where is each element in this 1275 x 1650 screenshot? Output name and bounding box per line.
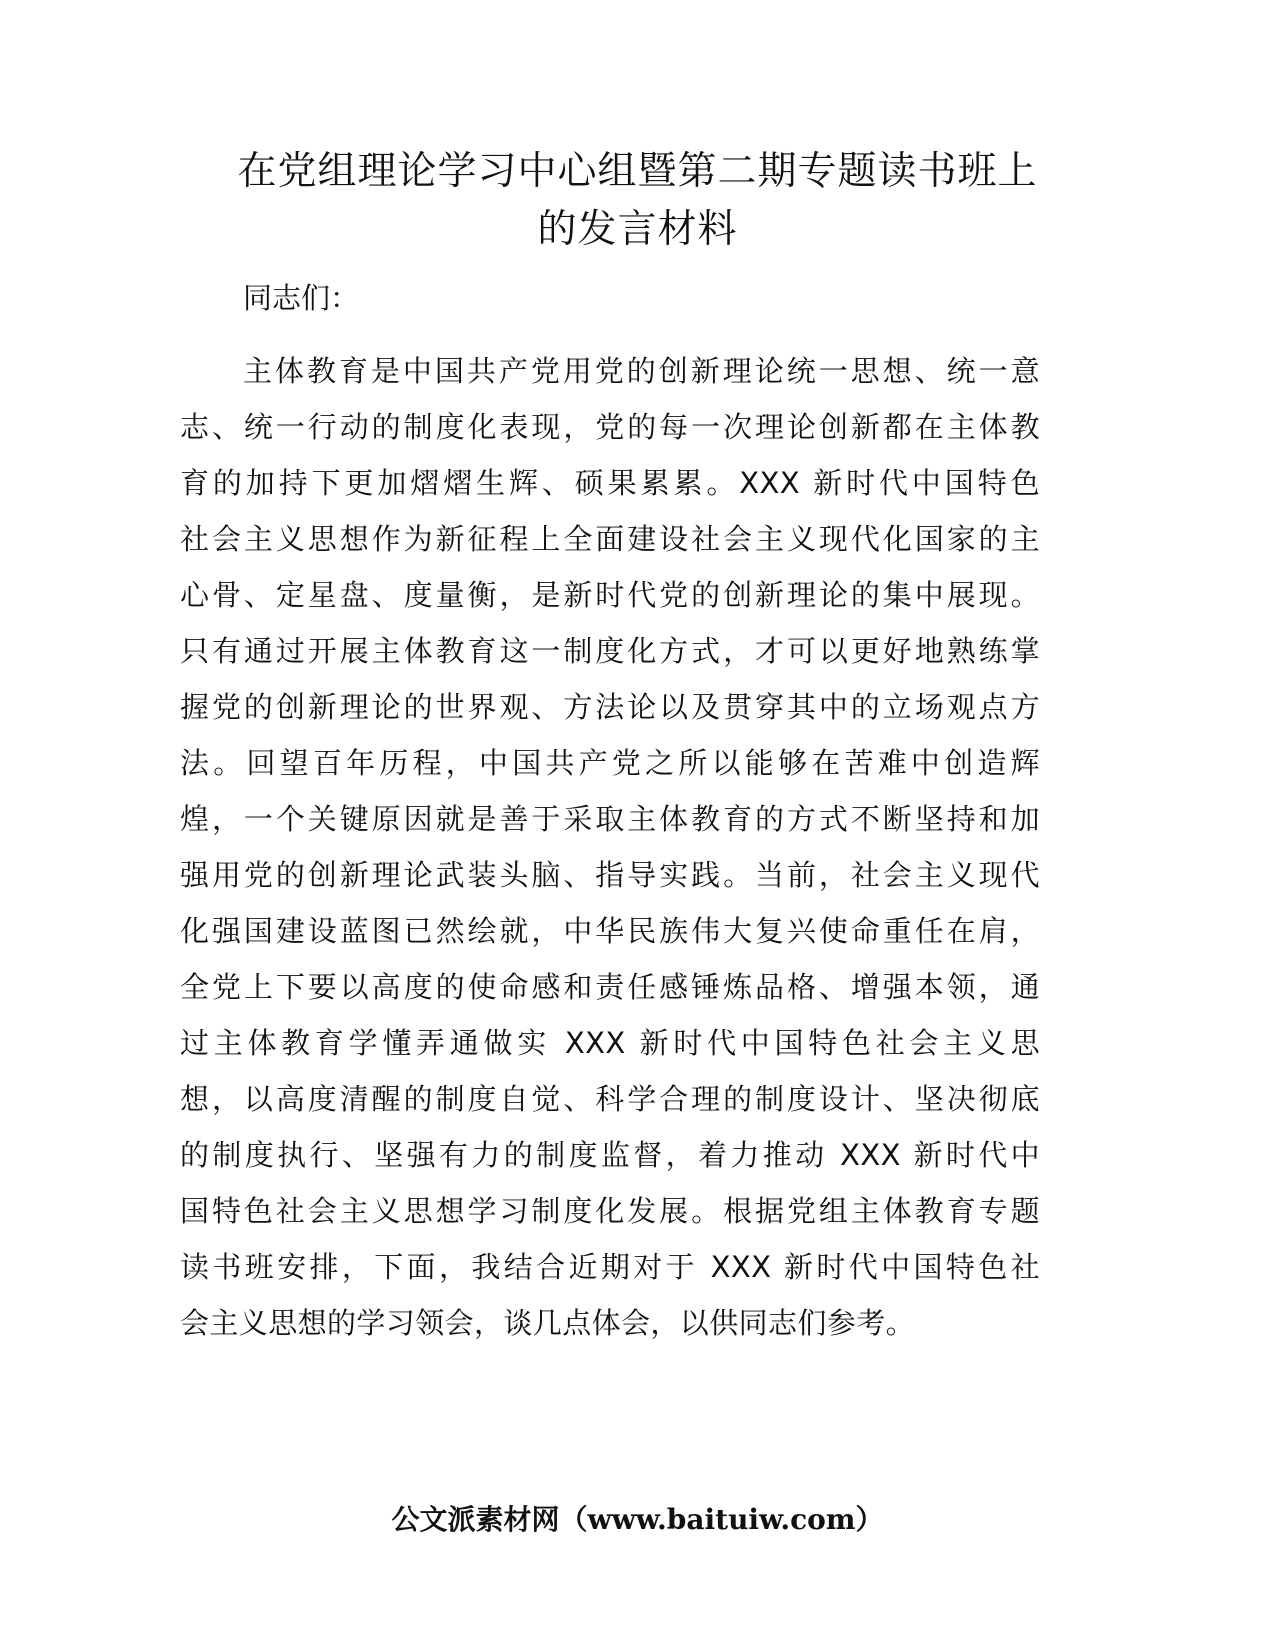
body-line: 读书班安排，下面，我结合近期对于 XXX 新时代中国特色社 — [180, 1250, 1040, 1284]
salutation: 同志们： — [243, 281, 360, 315]
body-line: 志、统一行动的制度化表现，党的每一次理论创新都在主体教 — [180, 410, 1040, 444]
body-line: 过主体教育学懂弄通做实 XXX 新时代中国特色社会主义思 — [180, 1026, 1040, 1060]
body-line: 育的加持下更加熠熠生辉、硕果累累。XXX 新时代中国特色 — [180, 466, 1040, 500]
document-title — [170, 143, 1105, 259]
body-line: 社会主义思想作为新征程上全面建设社会主义现代化国家的主 — [180, 522, 1040, 556]
body-line: 握党的创新理论的世界观、方法论以及贯穿其中的立场观点方 — [180, 690, 1040, 724]
body-line: 全党上下要以高度的使命感和责任感锤炼品格、增强本领，通 — [180, 970, 1040, 1004]
body-line: 化强国建设蓝图已然绘就，中华民族伟大复兴使命重任在肩， — [180, 914, 1040, 948]
body-line: 想，以高度清醒的制度自觉、科学合理的制度设计、坚决彻底 — [180, 1082, 1040, 1116]
body-line: 心骨、定星盘、度量衡，是新时代党的创新理论的集中展现。 — [180, 578, 1040, 612]
body-line: 的制度执行、坚强有力的制度监督，着力推动 XXX 新时代中 — [180, 1138, 1040, 1172]
body-line: 国特色社会主义思想学习制度化发展。根据党组主体教育专题 — [180, 1194, 1040, 1228]
title-line-2: 的发言材料 — [537, 207, 738, 252]
footer-source-credit: 公文派素材网（www.baituiw.com） — [391, 1503, 884, 1536]
title-line-1: 在党组理论学习中心组暨第二期专题读书班上 — [237, 149, 1038, 194]
body-line: 强用党的创新理论武装头脑、指导实践。当前，社会主义现代 — [180, 858, 1040, 892]
body-line: 法。回望百年历程，中国共产党之所以能够在苦难中创造辉 — [180, 746, 1040, 780]
body-line: 主体教育是中国共产党用党的创新理论统一思想、统一意 — [243, 354, 1040, 388]
body-line: 只有通过开展主体教育这一制度化方式，才可以更好地熟练掌 — [180, 634, 1040, 668]
body-line: 煌，一个关键原因就是善于采取主体教育的方式不断坚持和加 — [180, 802, 1040, 836]
body-line: 会主义思想的学习领会，谈几点体会，以供同志们参考。 — [180, 1306, 916, 1340]
body-paragraph — [180, 343, 1040, 1351]
